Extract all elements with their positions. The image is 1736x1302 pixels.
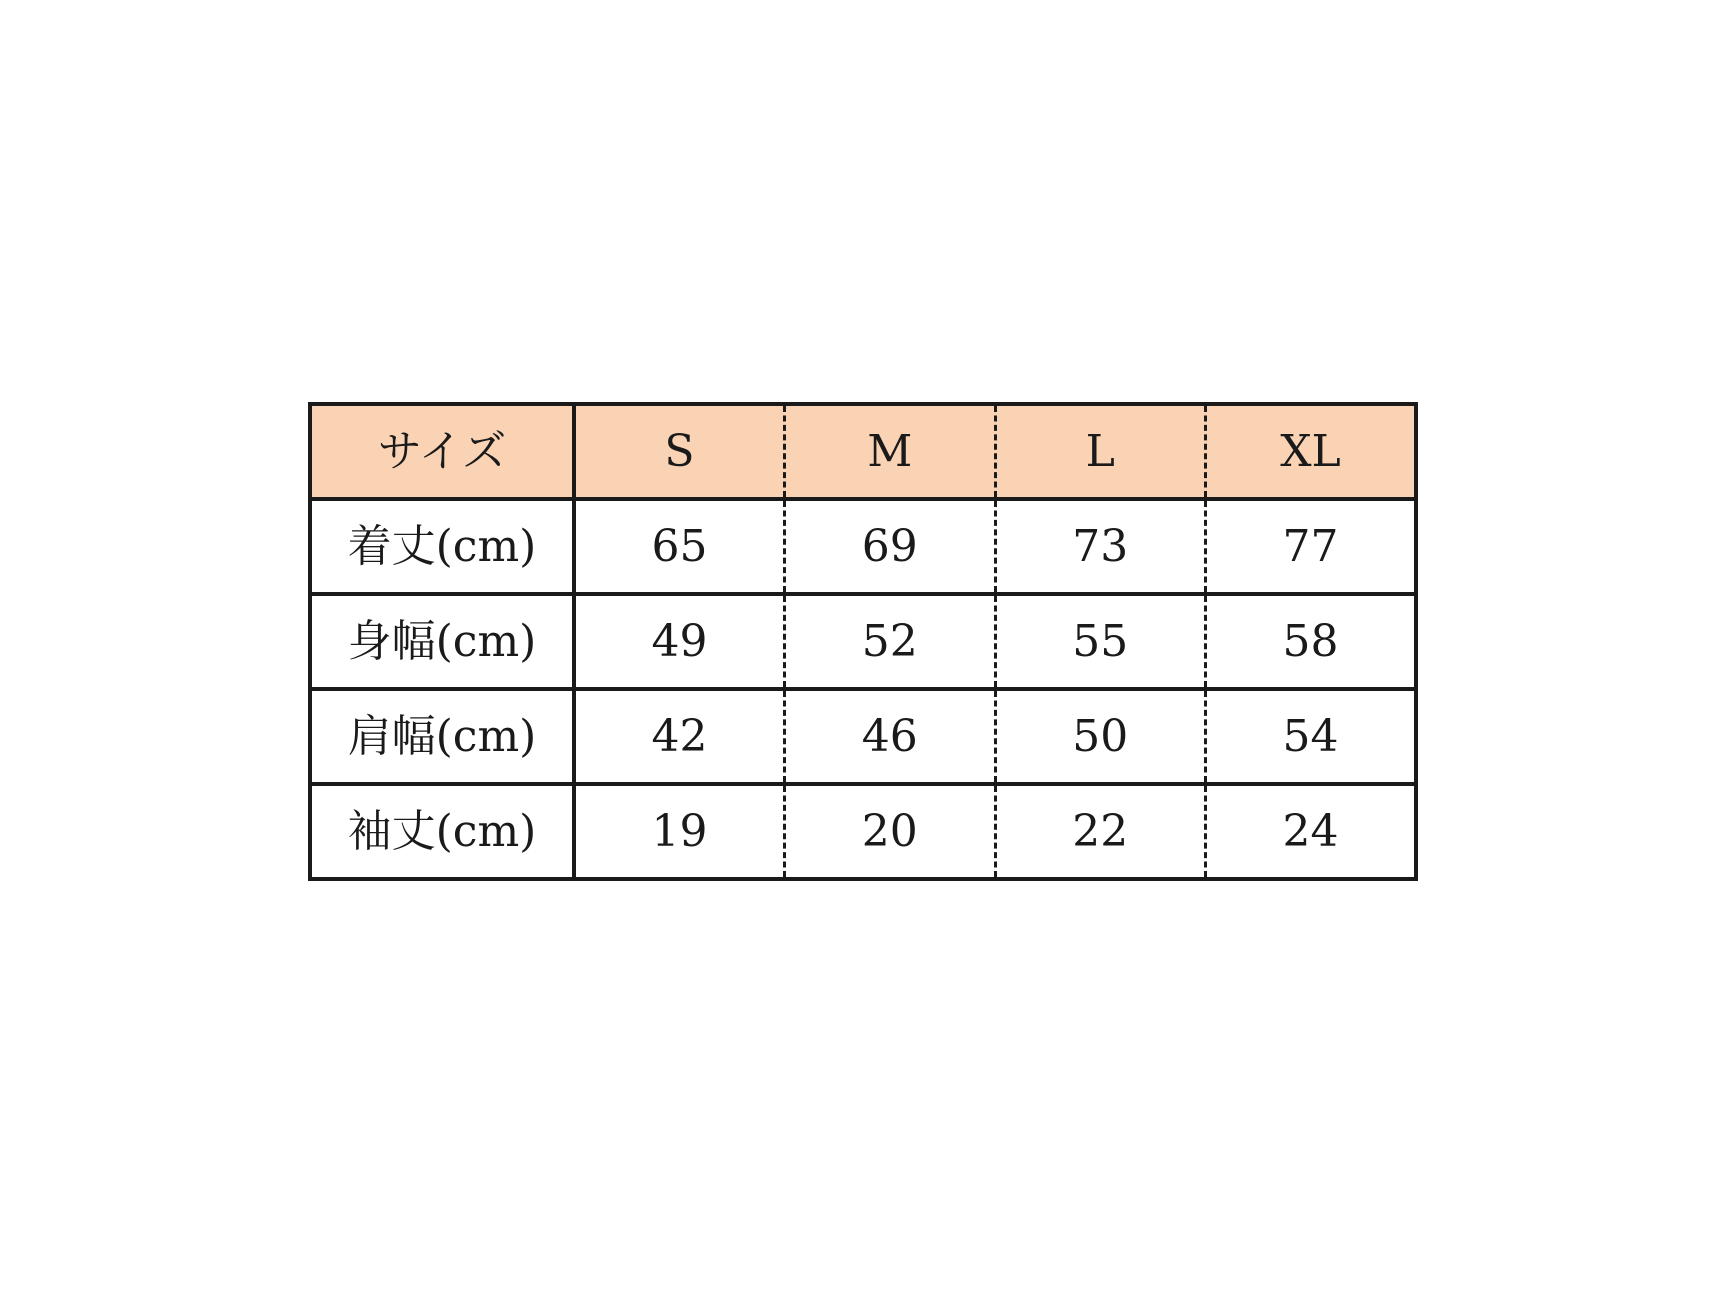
header-size-l: L bbox=[995, 404, 1206, 499]
header-size-xl: XL bbox=[1206, 404, 1417, 499]
table-cell: 20 bbox=[785, 784, 996, 879]
table-cell: 73 bbox=[995, 499, 1206, 594]
table-cell: 58 bbox=[1206, 594, 1417, 689]
row-label: 袖丈(cm) bbox=[310, 784, 574, 879]
table-row-shoulder-width bbox=[310, 689, 1416, 784]
table-cell: 50 bbox=[995, 689, 1206, 784]
table-cell: 65 bbox=[574, 499, 785, 594]
size-chart-table bbox=[308, 402, 1418, 881]
table-row-body-width bbox=[310, 594, 1416, 689]
table-header-row bbox=[310, 404, 1416, 499]
table-cell: 54 bbox=[1206, 689, 1417, 784]
table-cell: 55 bbox=[995, 594, 1206, 689]
table-cell: 42 bbox=[574, 689, 785, 784]
row-label: 着丈(cm) bbox=[310, 499, 574, 594]
header-label-cell: サイズ bbox=[310, 404, 574, 499]
table-cell: 69 bbox=[785, 499, 996, 594]
table-cell: 52 bbox=[785, 594, 996, 689]
table-row-length bbox=[310, 499, 1416, 594]
row-label: 身幅(cm) bbox=[310, 594, 574, 689]
header-size-s: S bbox=[574, 404, 785, 499]
table-cell: 22 bbox=[995, 784, 1206, 879]
row-label: 肩幅(cm) bbox=[310, 689, 574, 784]
table-cell: 46 bbox=[785, 689, 996, 784]
table-cell: 19 bbox=[574, 784, 785, 879]
table-row-sleeve-length bbox=[310, 784, 1416, 879]
table-cell: 77 bbox=[1206, 499, 1417, 594]
table-cell: 24 bbox=[1206, 784, 1417, 879]
table-cell: 49 bbox=[574, 594, 785, 689]
header-size-m: M bbox=[785, 404, 996, 499]
